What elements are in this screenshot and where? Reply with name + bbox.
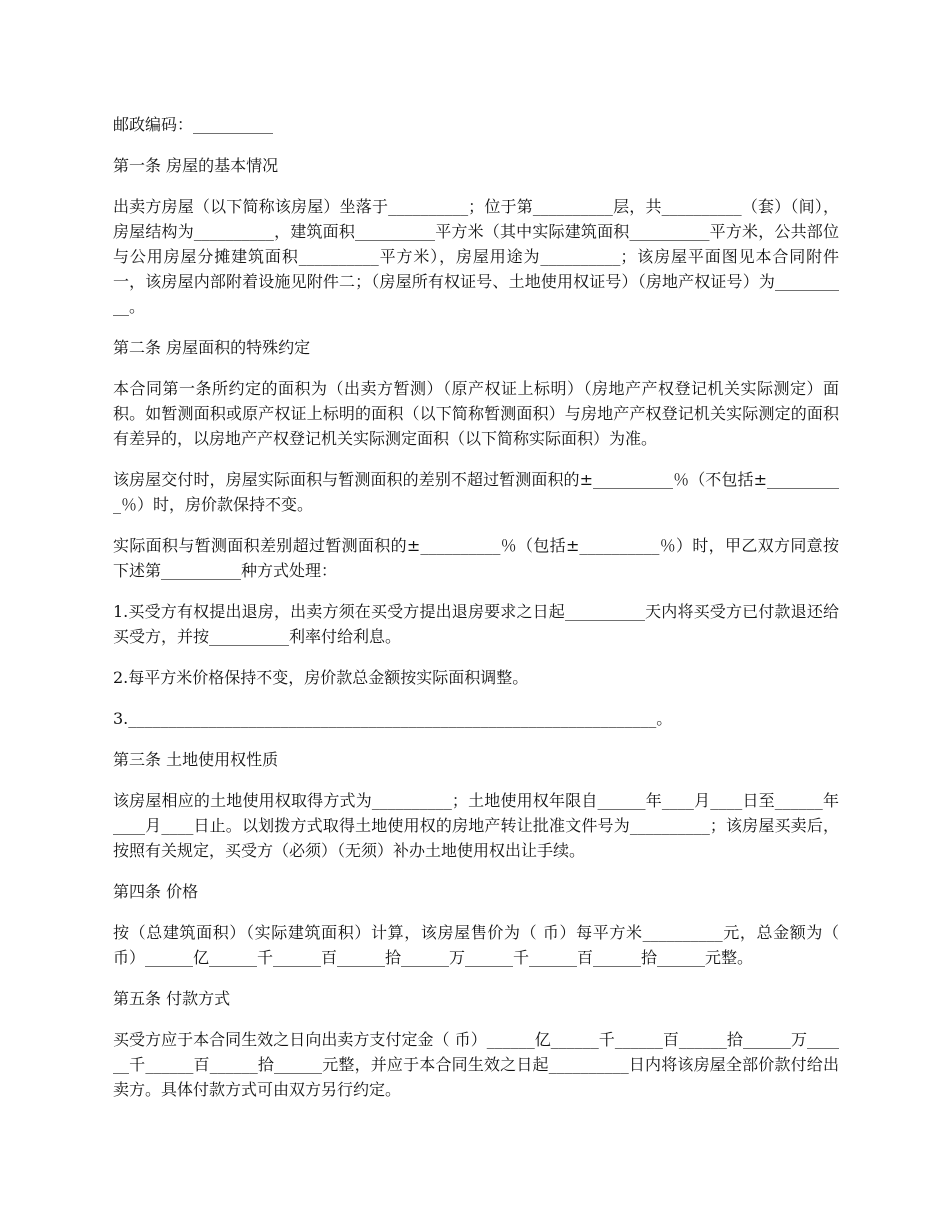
article-2-option-1: 1.买受方有权提出退房，出卖方须在买受方提出退房要求之日起__________天内将买受方已付款退还给买受方，并按__________利率付给利息。 bbox=[113, 602, 839, 646]
article-2-paragraph-2: 该房屋交付时，房屋实际面积与暂测面积的差别不超过暂测面积的±__________％（不包括±__________％）时，房价款保持不变。 bbox=[113, 470, 839, 514]
article-2-paragraph-1: 本合同第一条所约定的面积为（出卖方暂测）（原产权证上标明）（房地产产权登记机关实际测定）面积。如暂测面积或原产权证上标明的面积（以下简称暂测面积）与房地产产权登记机关实际测定的面积有差异的，以房地产产权登记机关实际测定面积（以下简称实际面积）为准。 bbox=[113, 379, 839, 448]
article-3-paragraph: 该房屋相应的土地使用权取得方式为__________；土地使用权年限自______年____月____日至______年____月____日止。以划拨方式取得土地使用权的房地产转让批准文件号为__________；该房屋买卖后，按照有关规定，买受方（必须）（无须）补办土地使用权出让手续。 bbox=[113, 791, 839, 860]
article-2-option-2: 2.每平方米价格保持不变，房价款总金额按实际面积调整。 bbox=[113, 668, 529, 687]
article-3-heading: 第三条 土地使用权性质 bbox=[113, 750, 279, 769]
article-4-paragraph: 按（总建筑面积）（实际建筑面积）计算，该房屋售价为（ 币）每平方米__________元，总金额为（ 币）______亿______千______百______拾______万______千______百______拾______元整。 bbox=[113, 923, 839, 967]
article-5-paragraph: 买受方应于本合同生效之日向出卖方支付定金（ 币）______亿______千______百______拾______万______千______百______拾______元整，并应于本合同生效之日起__________日内将该房屋全部价款付给出卖方。具体付款方式可由双方另行约定。 bbox=[113, 1030, 839, 1099]
article-5-heading: 第五条 付款方式 bbox=[113, 989, 231, 1008]
contract-document bbox=[113, 112, 839, 1118]
article-1-heading: 第一条 房屋的基本情况 bbox=[113, 156, 279, 175]
article-4-heading: 第四条 价格 bbox=[113, 882, 199, 901]
article-2-paragraph-3: 实际面积与暂测面积差别超过暂测面积的±__________％（包括±__________％）时，甲乙双方同意按下述第__________种方式处理： bbox=[113, 536, 839, 580]
article-2-heading: 第二条 房屋面积的特殊约定 bbox=[113, 338, 311, 357]
article-2-option-3: 3.__________________________________________________________________。 bbox=[113, 709, 673, 728]
article-1-paragraph: 出卖方房屋（以下简称该房屋）坐落于__________；位于第__________层，共__________（套）（间），房屋结构为__________，建筑面积__________平方米（其中实际建筑面积__________平方米，公共部位与公用房屋分摊建筑面积__________平方米），房屋用途为__________；该房屋平面图见本合同附件一，该房屋内部附着设施见附件二；（房屋所有权证号、土地使用权证号）（房地产权证号）为__________。 bbox=[113, 197, 839, 316]
postal-code-line: 邮政编码：__________ bbox=[113, 115, 274, 134]
